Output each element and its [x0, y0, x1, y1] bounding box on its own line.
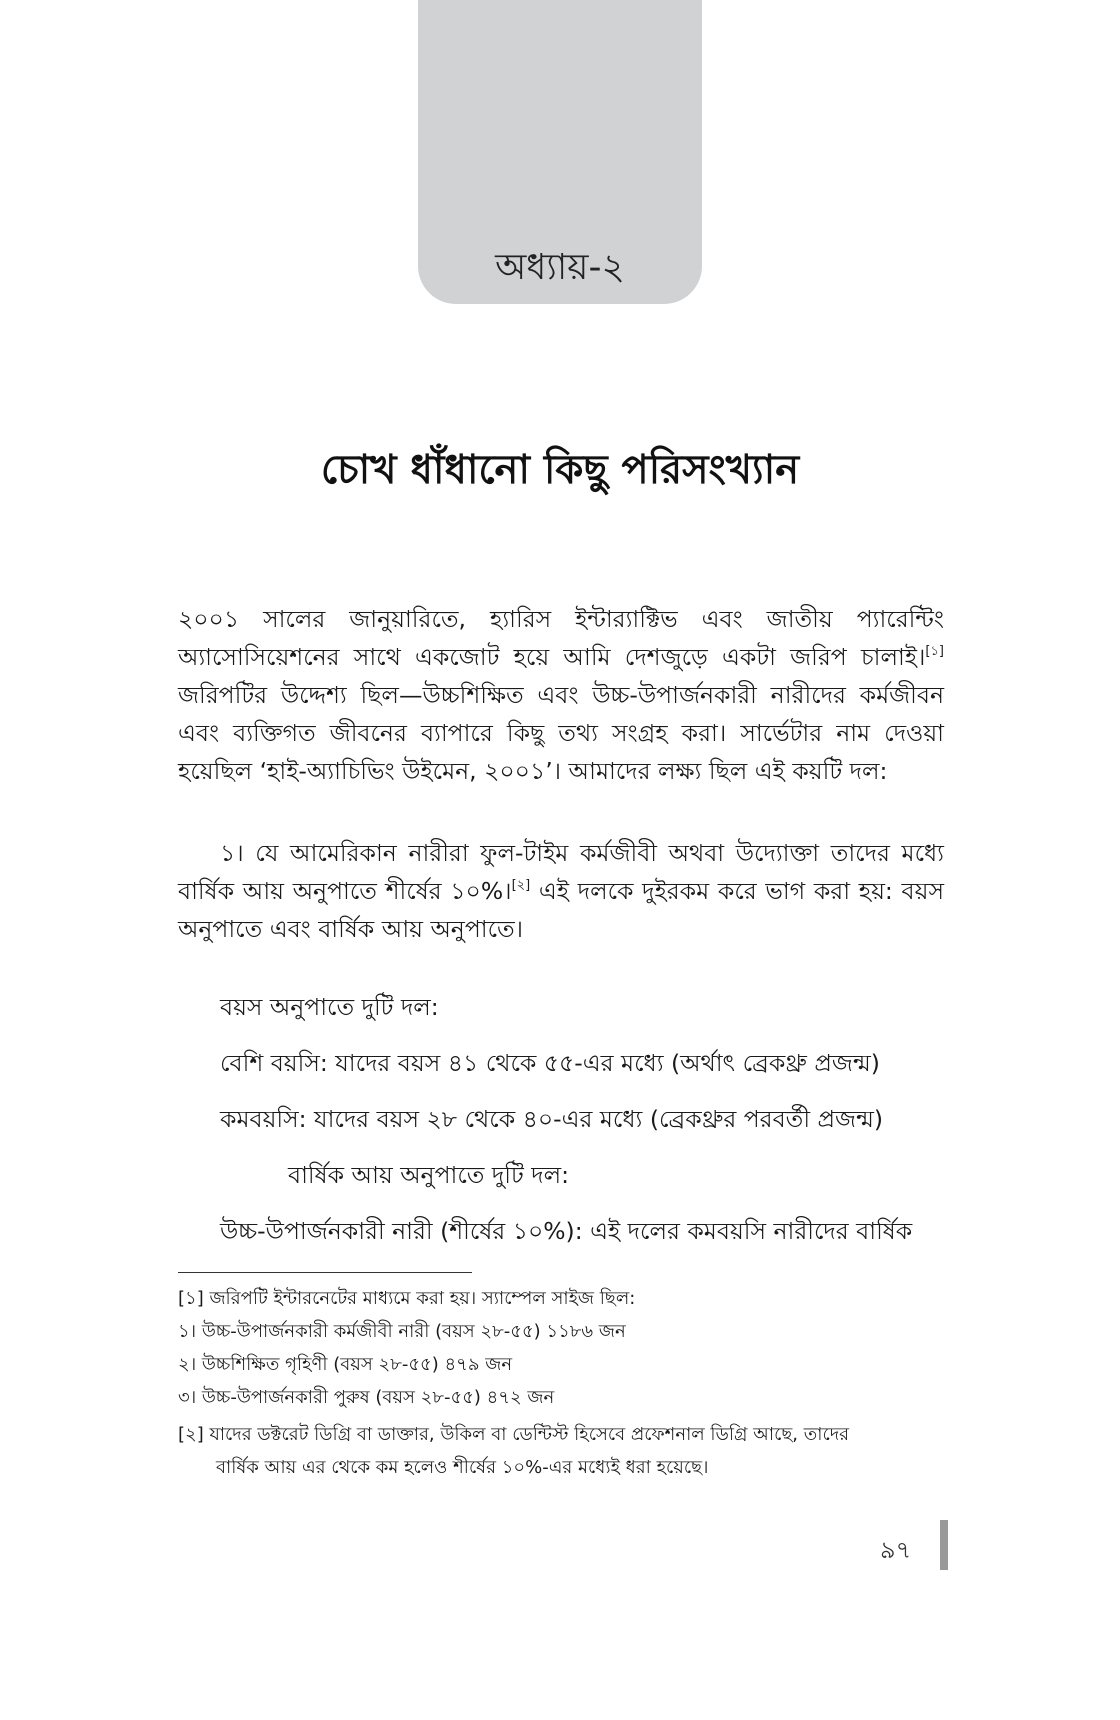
older-group-line: বেশি বয়সি: যাদের বয়স ৪১ থেকে ৫৫-এর মধ্যে (অর্থাৎ ব্রেকথ্রু প্রজন্ম) [220, 1049, 880, 1077]
page-marker-bar [940, 1520, 948, 1570]
point-1-paragraph [178, 834, 944, 948]
footnote-1-title: [১] জরিপটি ইন্টারনেটের মাধ্যমে করা হয়। স্যাম্পেল সাইজ ছিল: [178, 1288, 636, 1309]
footnote-ref-2: [২] [511, 878, 531, 893]
intro-continuation: জরিপটির উদ্দেশ্য ছিল—উচ্চশিক্ষিত এবং উচ্চ-উপার্জনকারী নারীদের কর্মজীবন এবং ব্যক্তিগত জীবনের ব্যাপারে কিছু তথ্য সংগ্রহ করা। সার্ভেটার নাম দেওয়া হয়েছিল ‘হাই-অ্যাচিভিং উইমেন, ২০০১’। আমাদের লক্ষ্য ছিল এই কয়টি দল: [178, 681, 944, 785]
point-1-text: ১। যে আমেরিকান নারীরা ফুল-টাইম কর্মজীবী অথবা উদ্যোক্তা তাদের মধ্যে বার্ষিক আয় অনুপাতে শীর্ষের ১০%। [178, 839, 944, 905]
footnote-ref-1: [১] [925, 644, 944, 659]
intro-paragraph [178, 600, 944, 790]
footnote-divider [178, 1272, 472, 1273]
page-title: চোখ ধাঁধানো কিছু পরিসংখ্যান [320, 447, 800, 493]
younger-group-line: কমবয়সি: যাদের বয়স ২৮ থেকে ৪০-এর মধ্যে (ব্রেকথ্রুর পরবর্তী প্রজন্ম) [220, 1105, 884, 1133]
age-heading: বয়স অনুপাতে দুটি দল: [220, 993, 439, 1021]
footnote-2-continuation: বার্ষিক আয় এর থেকে কম হলেও শীর্ষের ১০%-এর মধ্যেই ধরা হয়েছে। [216, 1457, 709, 1478]
footnote-1-item: ২। উচ্চশিক্ষিত গৃহিণী (বয়স ২৮-৫৫) ৪৭৯ জন [178, 1354, 513, 1375]
chapter-label: অধ্যায়-২ [495, 247, 625, 288]
footnote-1-item: ৩। উচ্চ-উপার্জনকারী পুরুষ (বয়স ২৮-৫৫) ৪৭২ জন [178, 1387, 555, 1408]
income-heading: বার্ষিক আয় অনুপাতে দুটি দল: [288, 1161, 570, 1189]
footnotes [178, 1282, 944, 1484]
footnote-2-line: [২] যাদের ডক্টরেট ডিগ্রি বা ডাক্তার, উকিল বা ডেন্টিস্ট হিসেবে প্রফেশনাল ডিগ্রি আছে, তাদের [178, 1424, 850, 1445]
footnote-1-item: ১। উচ্চ-উপার্জনকারী কর্মজীবী নারী (বয়স ২৮-৫৫) ১১৮৬ জন [178, 1321, 626, 1342]
intro-text: ২০০১ সালের জানুয়ারিতে, হ্যারিস ইন্টার‍্যাক্টিভ এবং জাতীয় প্যারেন্টিং অ্যাসোসিয়েশনের সাথে একজোট হয়ে আমি দেশজুড়ে একটা জরিপ চালাই। [178, 605, 944, 671]
point-1-continuation: এই দলকে দুইরকম করে ভাগ করা হয়: বয়স অনুপাতে এবং বার্ষিক আয় অনুপাতে। [178, 877, 945, 943]
page-number: ৯৭ [880, 1536, 912, 1564]
high-earners-line: উচ্চ-উপার্জনকারী নারী (শীর্ষের ১০%): এই দলের কমবয়সি নারীদের বার্ষিক [220, 1217, 913, 1245]
chapter-tab [418, 0, 702, 304]
